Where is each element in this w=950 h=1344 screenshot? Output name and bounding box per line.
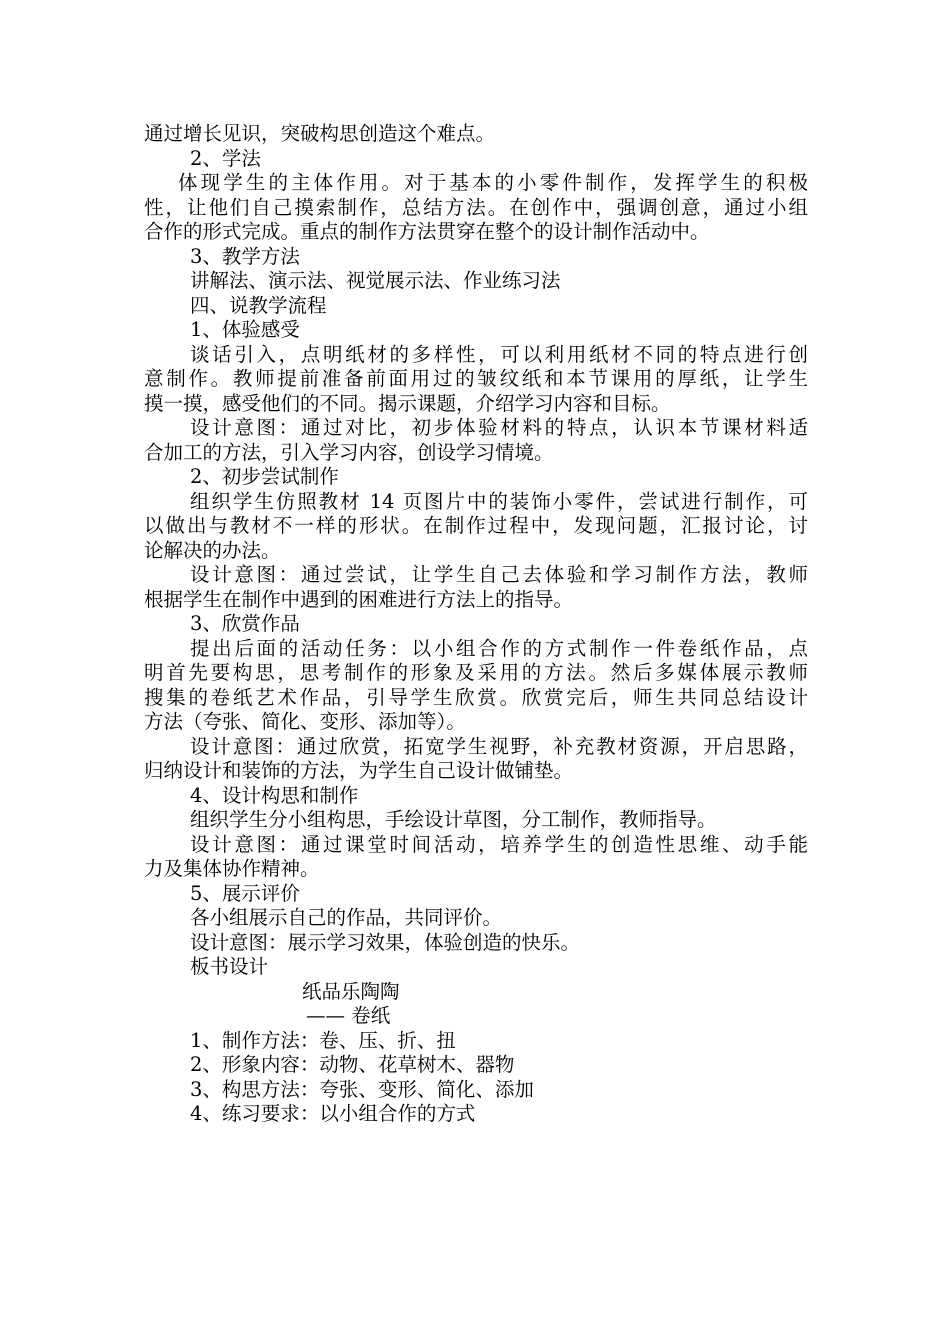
board-item: 1、制作方法：卷、压、折、扭: [190, 1028, 456, 1052]
text-line: 各小组展示自己的作品，共同评价。: [190, 906, 503, 929]
text-line: 设计意图：通过对比，初步体验材料的特点，认识本节课材料适: [190, 416, 808, 439]
text-line: 通过增长见识，突破构思创造这个难点。: [144, 122, 496, 145]
text-line: 根据学生在制作中遇到的困难进行方法上的指导。: [144, 587, 574, 611]
text-line: 论解决的办法。: [144, 538, 281, 562]
text-line: 力及集体协作精神。: [144, 857, 320, 880]
section-heading: 5、展示评价: [190, 881, 300, 905]
text-line: 以做出与教材不一样的形状。在制作过程中，发现问题，汇报讨论，讨: [144, 514, 808, 537]
text-line: 提出后面的活动任务：以小组合作的方式制作一件卷纸作品，点: [190, 636, 808, 660]
text-line: 组织学生仿照教材 14 页图片中的装饰小零件，尝试进行制作，可: [190, 489, 808, 513]
board-item: 4、练习要求：以小组合作的方式: [190, 1102, 476, 1125]
text-line: 设计意图：通过课堂时间活动，培养学生的创造性思维、动手能: [190, 832, 808, 856]
text-line: 合加工的方法，引入学习内容，创设学习情境。: [144, 440, 554, 464]
board-title: 纸品乐陶陶: [302, 979, 400, 1003]
section-heading: 4、设计构思和制作: [190, 783, 359, 807]
section-heading: 2、初步尝试制作: [190, 465, 339, 488]
text-line: 谈话引入，点明纸材的多样性，可以利用纸材不同的特点进行创: [190, 342, 808, 366]
text-line: 搜集的卷纸艺术作品，引导学生欣赏。欣赏完后，师生共同总结设计: [144, 685, 808, 709]
section-heading: 3、欣赏作品: [190, 612, 300, 635]
section-heading: 3、教学方法: [190, 244, 300, 268]
section-heading: 1、体验感受: [190, 318, 300, 341]
text-line: 明首先要构思，思考制作的形象及采用的方法。然后多媒体展示教师: [144, 661, 808, 684]
section-heading: 四、说教学流程: [190, 293, 327, 317]
board-item: 2、形象内容：动物、花草树木、器物: [190, 1053, 515, 1076]
text-line: 设计意图：展示学习效果，体验创造的快乐。: [190, 930, 581, 954]
board-subtitle: —— 卷纸: [306, 1004, 391, 1027]
text-line: 组织学生分小组构思，手绘设计草图，分工制作，教师指导。: [190, 808, 717, 831]
section-heading: 2、学法: [190, 146, 261, 170]
text-line: 体现学生的主体作用。对于基本的小零件制作，发挥学生的积极: [178, 171, 808, 194]
text-line: 性，让他们自己摸索制作，总结方法。在创作中，强调创意，通过小组: [144, 195, 808, 219]
section-heading: 板书设计: [190, 955, 269, 978]
text-line: 意制作。教师提前准备前面用过的皱纹纸和本节课用的厚纸，让学生: [144, 367, 808, 390]
document-body: [144, 122, 808, 1127]
text-line: 方法（夸张、简化、变形、添加等）。: [144, 710, 466, 733]
board-item: 3、构思方法：夸张、变形、简化、添加: [190, 1077, 534, 1101]
text-line: 合作的形式完成。重点的制作方法贯穿在整个的设计制作活动中。: [144, 220, 710, 243]
text-line: 设计意图：通过尝试，让学生自己去体验和学习制作方法，教师: [190, 563, 808, 586]
text-line: 摸一摸，感受他们的不同。揭示课题，介绍学习内容和目标。: [144, 391, 671, 415]
text-line: 归纳设计和装饰的方法，为学生自己设计做铺垫。: [144, 759, 574, 782]
text-line: 讲解法、演示法、视觉展示法、作业练习法: [190, 269, 561, 292]
text-line: 设计意图：通过欣赏，拓宽学生视野，补充教材资源，开启思路，: [190, 734, 808, 758]
